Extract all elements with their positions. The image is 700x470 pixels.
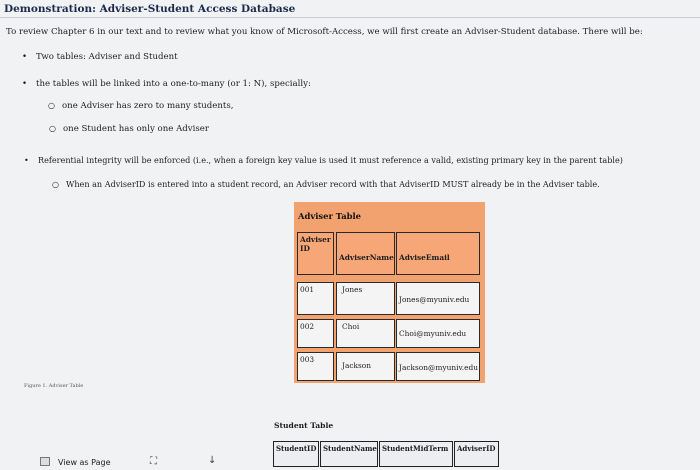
cell-adviser-id: 002 xyxy=(297,319,334,348)
sub-bullet-marker: ○ xyxy=(52,180,59,189)
bullet-text: one Student has only one Adviser xyxy=(63,124,209,134)
cell-adviser-name: Jackson xyxy=(336,352,395,381)
header-adviser-id: Adviser ID xyxy=(297,232,334,275)
page-view-icon xyxy=(40,457,50,466)
bullet-text: the tables will be linked into a one-to-many (or 1: N), specially: xyxy=(36,79,311,89)
title-divider xyxy=(0,17,700,18)
sub-bullet-one-adviser xyxy=(48,101,233,111)
cell-advise-email: Choi@myuniv.edu xyxy=(396,319,480,348)
header-advise-email: AdviseEmail xyxy=(396,232,480,275)
intro-paragraph: To review Chapter 6 in our text and to review what you know of Microsoft-Access, we will first create an Adviser-Student database. There will be: xyxy=(6,27,643,37)
bullet-text: one Adviser has zero to many students, xyxy=(62,101,234,111)
header-student-adviser-id: AdviserID xyxy=(454,441,499,467)
header-student-midterm: StudentMidTerm xyxy=(379,441,453,467)
bullet-text: Referential integrity will be enforced (i.e., when a foreign key value is used it must reference a valid, existing primary key in the parent table) xyxy=(38,155,623,165)
bullet-two-tables xyxy=(22,52,178,62)
figure-caption: Figure 1. Adviser Table xyxy=(24,383,84,389)
bullet-linked xyxy=(22,79,311,89)
header-student-id: StudentID xyxy=(273,441,319,467)
sub-bullet-adviserid-rule xyxy=(52,179,600,189)
sub-bullet-one-student xyxy=(49,124,209,134)
bullet-referential-integrity xyxy=(24,155,623,165)
header-student-name: StudentName xyxy=(320,441,378,467)
adviser-table-title: Adviser Table xyxy=(298,211,361,221)
cell-advise-email: Jackson@myuniv.edu xyxy=(396,352,480,381)
page-title: Demonstration: Adviser-Student Access Database xyxy=(4,3,296,15)
cell-advise-email: Jones@myuniv.edu xyxy=(396,282,480,315)
header-adviser-name: AdviserName xyxy=(336,232,395,275)
bullet-marker: • xyxy=(24,155,29,165)
student-table-title: Student Table xyxy=(274,421,334,430)
cell-adviser-id: 001 xyxy=(297,282,334,315)
sub-bullet-marker: ○ xyxy=(49,124,56,133)
view-as-page-button[interactable] xyxy=(40,457,111,467)
bullet-marker: • xyxy=(22,79,28,89)
cell-adviser-id: 003 xyxy=(297,352,334,381)
sub-bullet-marker: ○ xyxy=(48,101,55,110)
bullet-marker: • xyxy=(22,52,28,62)
view-as-page-label: View as Page xyxy=(58,458,111,467)
download-arrow-icon[interactable]: ↓ xyxy=(208,455,217,466)
expand-icon[interactable]: ⛶ xyxy=(150,456,157,467)
cell-adviser-name: Jones xyxy=(336,282,395,315)
adviser-table xyxy=(294,202,485,383)
bullet-text: When an AdviserID is entered into a student record, an Adviser record with that AdviserID MUST already be in the Adviser table. xyxy=(66,179,600,189)
bullet-text: Two tables: Adviser and Student xyxy=(36,52,178,62)
cell-adviser-name: Choi xyxy=(336,319,395,348)
